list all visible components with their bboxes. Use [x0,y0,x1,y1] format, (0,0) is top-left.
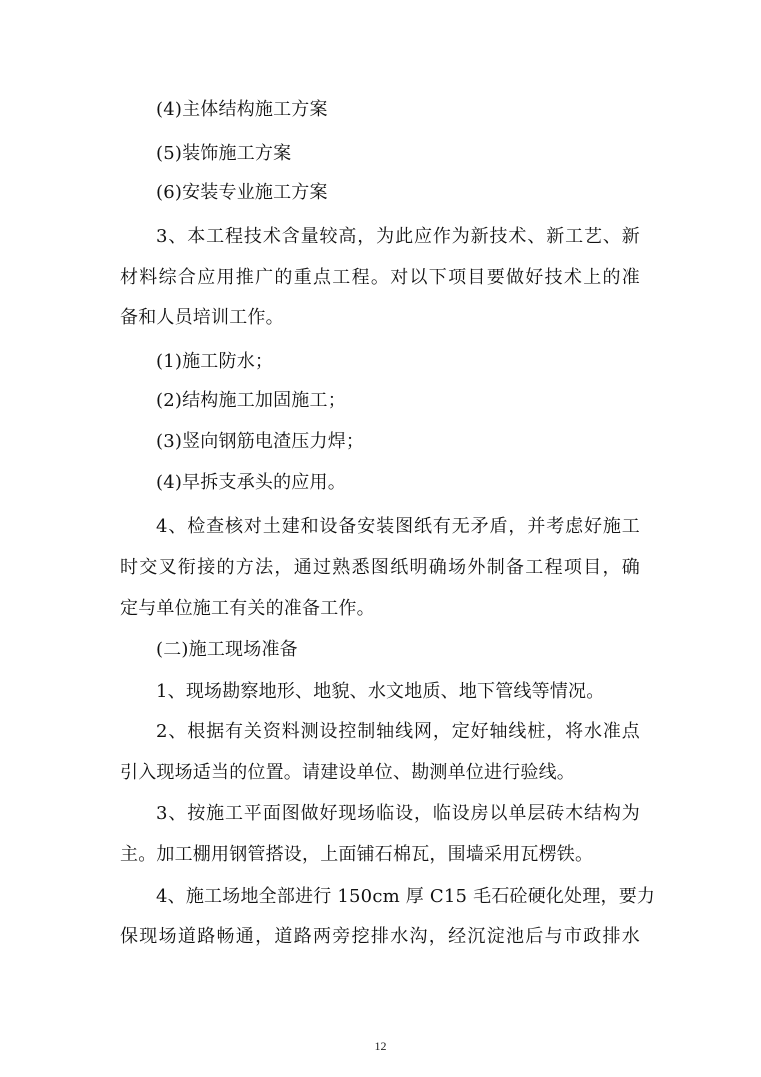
text-line: 时交叉衔接的方法，通过熟悉图纸明确场外制备工程项目，确 [120,557,640,578]
text-line: 4、施工场地全部进行 150cm 厚 C15 毛石砼硬化处理，要力 [156,886,656,907]
text-line: 主。加工棚用钢管搭设，上面铺石棉瓦，围墙采用瓦楞铁。 [120,844,594,865]
text-line: 材料综合应用推广的重点工程。对以下项目要做好技术上的准 [120,267,640,288]
text-line: 3、按施工平面图做好现场临设，临设房以单层砖木结构为 [156,803,640,824]
text-line: (4)主体结构施工方案 [156,99,328,120]
text-line: 定与单位施工有关的准备工作。 [120,598,375,619]
text-line: 2、根据有关资料测设控制轴线网，定好轴线桩，将水准点 [156,721,640,742]
text-line: 4、检查核对土建和设备安装图纸有无矛盾，并考虑好施工 [156,516,640,537]
text-line: (3)竖向钢筋电渣压力焊； [156,431,365,452]
text-line: (4)早拆支承头的应用。 [156,472,346,493]
text-line: 引入现场适当的位置。请建设单位、勘测单位进行验线。 [120,762,575,783]
text-line: (5)装饰施工方案 [156,143,292,164]
page-number: 12 [374,1039,387,1053]
text-line: (6)安装专业施工方案 [156,182,328,203]
text-line: 3、本工程技术含量较高，为此应作为新技术、新工艺、新 [156,226,640,247]
text-line: 备和人员培训工作。 [120,307,284,328]
text-line: (2)结构施工加固施工； [156,390,346,411]
text-line: 1、现场勘察地形、地貌、水文地质、地下管线等情况。 [156,681,605,702]
text-line: (1)施工防水； [156,351,274,372]
text-line: 保现场道路畅通，道路两旁挖排水沟，经沉淀池后与市政排水 [120,926,640,947]
text-line: (二)施工现场准备 [156,639,298,660]
